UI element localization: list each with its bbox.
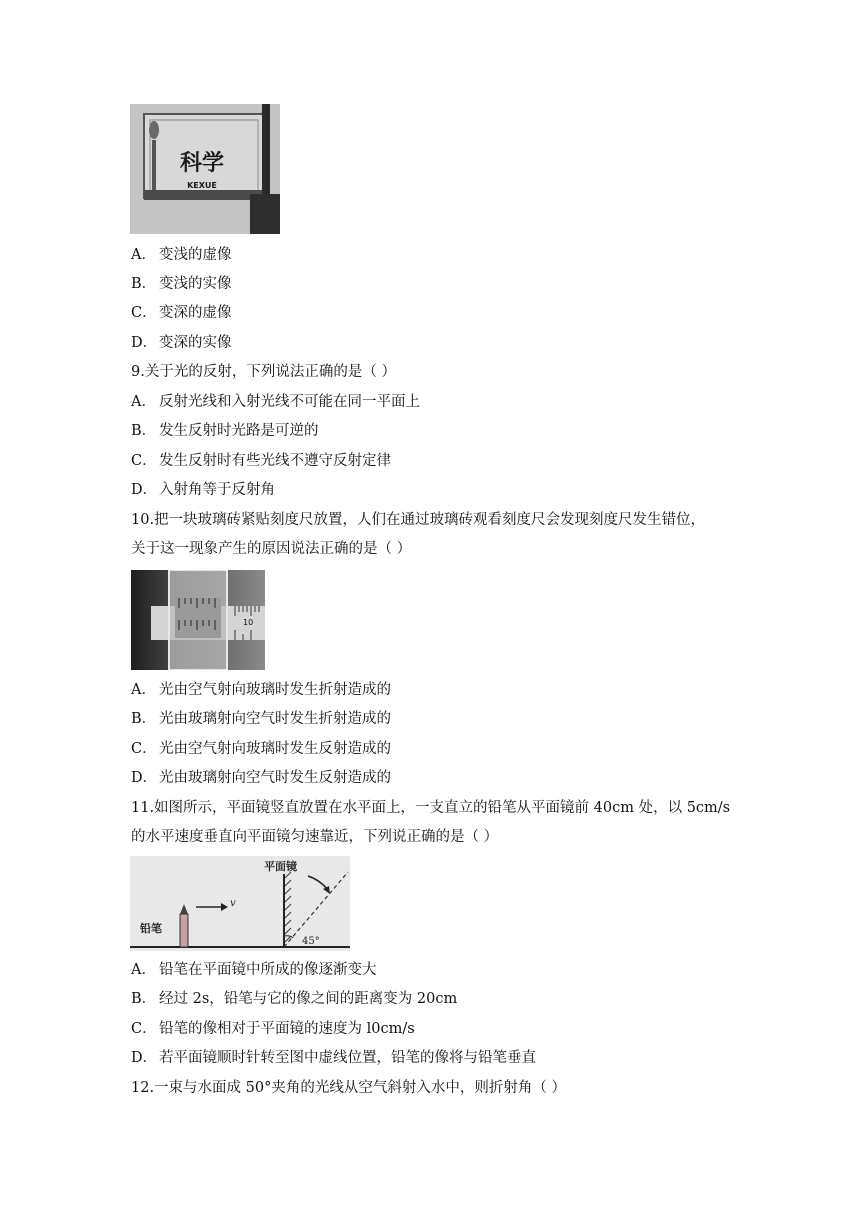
option-text: 变深的实像: [159, 335, 232, 351]
glass-ruler-figure: [131, 570, 265, 670]
pencil-label: 铅笔: [140, 922, 162, 935]
option-text: 光由玻璃射向空气时发生反射造成的: [159, 770, 391, 786]
angle-label: 45°: [302, 936, 320, 947]
q11-option-b: [131, 989, 457, 1009]
q10-option-b: [131, 709, 391, 729]
velocity-label: v: [230, 898, 236, 909]
mirror-pencil-figure: [130, 856, 350, 951]
option-letter: C．: [131, 1021, 157, 1037]
option-text: 若平面镜顺时针转至图中虚线位置，铅笔的像将与铅笔垂直: [159, 1050, 536, 1066]
option-text: 发生反射时有些光线不遵守反射定律: [159, 453, 391, 469]
option-letter: D．: [131, 770, 158, 786]
sign-figure: [130, 104, 280, 234]
option-letter: C．: [131, 305, 157, 321]
option-letter: B．: [131, 991, 157, 1007]
q10-option-a: [131, 680, 391, 700]
option-letter: C．: [131, 453, 157, 469]
q10-stem-line1: 10.把一块玻璃砖紧贴刻度尺放置，人们在通过玻璃砖观看刻度尺会发现刻度尺发生错位，: [131, 512, 706, 528]
sign-sub-label: KEXUE: [187, 181, 217, 190]
option-text: 铅笔的像相对于平面镜的速度为 l0cm/s: [159, 1021, 415, 1037]
q11-option-c: [131, 1019, 415, 1039]
q8-option-c: [131, 303, 232, 323]
option-letter: A．: [131, 962, 156, 978]
option-letter: D．: [131, 482, 158, 498]
q9-option-d: [131, 480, 275, 500]
q10-option-d: [131, 768, 391, 788]
q11-stem-line2: 的水平速度垂直向平面镜匀速靠近，下列说正确的是（ ）: [131, 829, 499, 845]
option-letter: D．: [131, 1050, 158, 1066]
option-letter: D．: [131, 335, 158, 351]
q10-option-c: [131, 739, 391, 759]
option-text: 发生反射时光路是可逆的: [159, 423, 319, 439]
option-letter: C．: [131, 741, 157, 757]
option-letter: A．: [131, 394, 156, 410]
q9-option-c: [131, 451, 391, 471]
option-text: 变浅的虚像: [159, 247, 232, 263]
option-text: 变浅的实像: [159, 276, 232, 292]
option-letter: B．: [131, 711, 157, 727]
q9-stem: 9.关于光的反射，下列说法正确的是（ ）: [131, 364, 396, 380]
q11-option-a: [131, 960, 377, 980]
q9-option-b: [131, 421, 319, 441]
option-text: 光由空气射向玻璃时发生反射造成的: [159, 741, 391, 757]
option-text: 光由空气射向玻璃时发生折射造成的: [159, 682, 391, 698]
q11-option-d: [131, 1048, 536, 1068]
sign-main-label: 科学: [179, 151, 225, 176]
q8-option-a: [131, 245, 232, 265]
q8-option-b: [131, 274, 232, 294]
option-letter: B．: [131, 276, 157, 292]
option-text: 变深的虚像: [159, 305, 232, 321]
option-letter: A．: [131, 682, 156, 698]
option-text: 反射光线和入射光线不可能在同一平面上: [159, 394, 420, 410]
q8-option-d: [131, 333, 232, 353]
q10-stem-line2: 关于这一现象产生的原因说法正确的是（ ）: [131, 541, 412, 557]
mirror-label: 平面镜: [264, 860, 297, 873]
option-letter: B．: [131, 423, 157, 439]
option-text: 铅笔在平面镜中所成的像逐渐变大: [159, 962, 377, 978]
q11-stem-line1: 11.如图所示，平面镜竖直放置在水平面上，一支直立的铅笔从平面镜前 40cm 处，以 5cm/s: [131, 800, 731, 816]
option-text: 经过 2s，铅笔与它的像之间的距离变为 20cm: [159, 991, 458, 1007]
ruler-mark-label: 10: [243, 618, 254, 627]
q12-stem: 12.一束与水面成 50°夹角的光线从空气斜射入水中，则折射角（ ）: [131, 1080, 566, 1096]
q9-option-a: [131, 392, 420, 412]
option-letter: A．: [131, 247, 156, 263]
option-text: 入射角等于反射角: [159, 482, 275, 498]
option-text: 光由玻璃射向空气时发生折射造成的: [159, 711, 391, 727]
